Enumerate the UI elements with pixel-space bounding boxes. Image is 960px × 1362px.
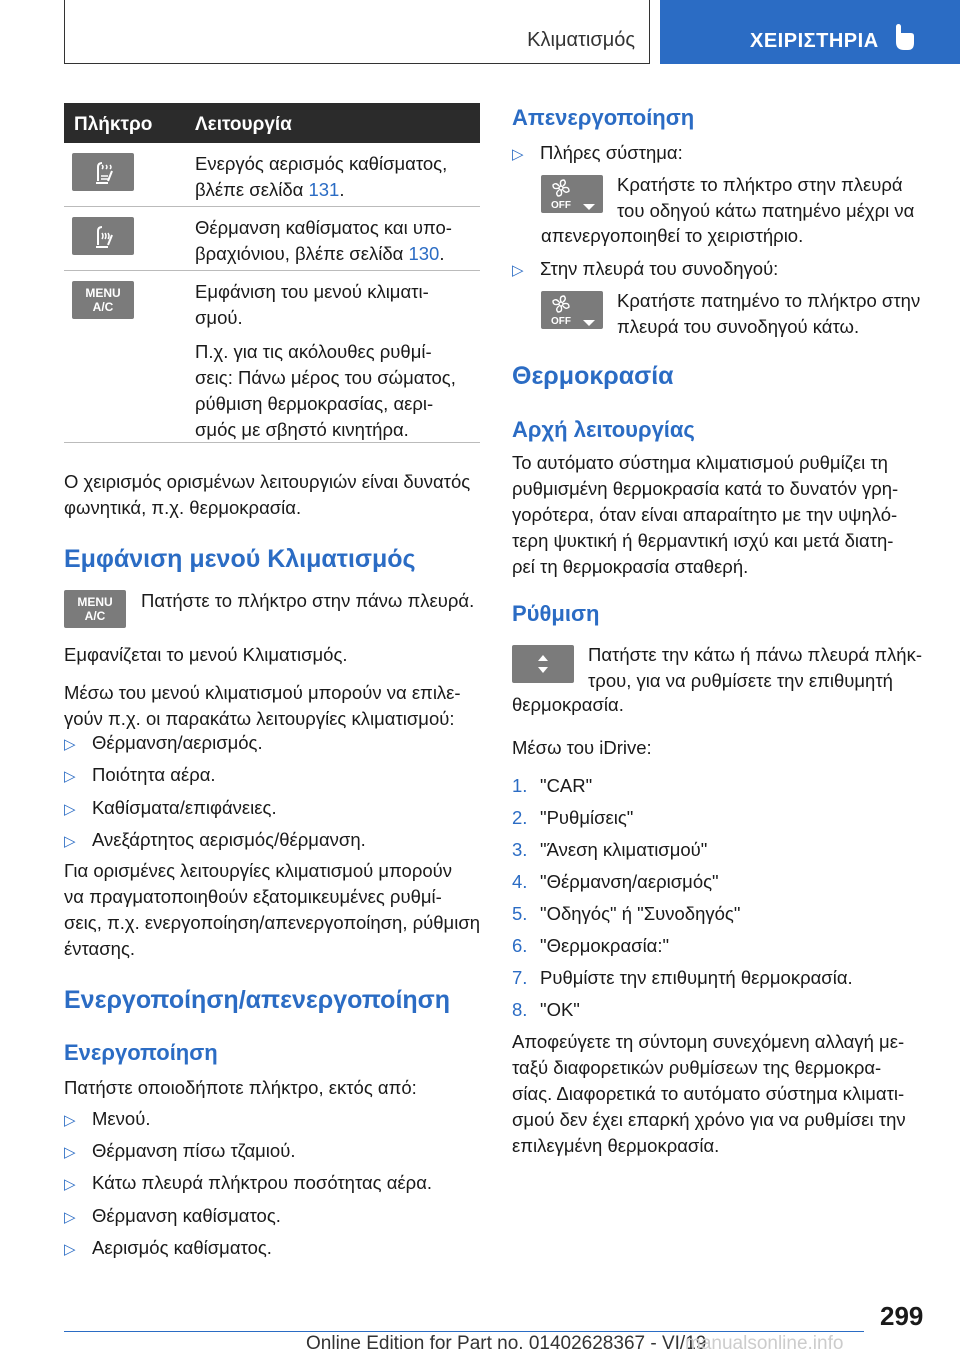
paragraph-line: του οδηγού κάτω πατημένο μέχρι να: [617, 200, 915, 221]
list-item-text: Θέρμανση πίσω τζαμιού.: [92, 1140, 296, 1161]
key-label: MENU: [77, 595, 113, 609]
step-number: 4.: [512, 871, 528, 892]
list-item: [512, 965, 853, 991]
table-row-text: Εμφάνιση του μενού κλιματι-: [195, 281, 429, 302]
seat-heating-icon: [88, 221, 118, 251]
paragraph-line: Πατήστε την κάτω ή πάνω πλευρά πλήκ-: [588, 644, 923, 665]
table-header: [64, 103, 480, 143]
step-text: "Θέρμανση/αερισμός": [540, 871, 719, 892]
table-row-text: Π.χ. για τις ακόλουθες ρυθμί-: [195, 341, 432, 362]
paragraph-line: Ο χειρισμός ορισμένων λειτουργιών είναι δυνατός: [64, 471, 471, 492]
list-item: [512, 837, 707, 863]
table-row-text: Θέρμανση καθίσματος και υπο-: [195, 217, 452, 238]
step-text: "CAR": [540, 775, 593, 796]
table-row-text: ρύθμιση θερμοκρασίας, αερι-: [195, 393, 434, 414]
list-item: [512, 773, 592, 799]
table-row: [64, 207, 480, 271]
step-number: 2.: [512, 807, 528, 828]
table-row-text: σμού.: [195, 307, 243, 328]
on-text: Πατήστε οποιοδήποτε πλήκτρο, εκτός από:: [64, 1077, 417, 1098]
fan-off-icon: [541, 291, 603, 329]
list-item: [64, 1203, 281, 1231]
setting-text-cont: θερμοκρασία.: [512, 694, 624, 715]
triangle-bullet-icon: ▷: [64, 1144, 76, 1161]
list-item: [64, 1106, 150, 1134]
step-number: 5.: [512, 903, 528, 924]
seat-ventilation-key: [72, 153, 134, 191]
page-ref-link[interactable]: 130: [408, 243, 440, 264]
paragraph-line: πλευρά του συνοδηγού κάτω.: [617, 316, 860, 337]
note-paragraph: [512, 1029, 906, 1159]
full-system-text: [617, 172, 914, 224]
list-item: [512, 869, 719, 895]
paragraph-line: σμού δεν έχει επαρκή χρόνο για να ρυθμίσει την: [512, 1109, 906, 1130]
list-item-text: Πλήρες σύστημα:: [540, 142, 683, 163]
header-chapter-label: ΧΕΙΡΙΣΤΗΡΙΑ: [750, 30, 879, 52]
key-label: MENU: [85, 286, 121, 300]
punctuation: .: [339, 179, 345, 200]
up-down-arrows-icon: [512, 645, 574, 683]
paragraph-line: τερη ψυκτική ή θερμαντική ισχύ και μετά διατη-: [512, 530, 894, 551]
list-item-text: Θέρμανση καθίσματος.: [92, 1205, 281, 1226]
fan-off-key: [541, 291, 603, 329]
table-col-key: Πλήκτρο: [74, 114, 153, 135]
list-item-text: Καθίσματα/επιφάνειες.: [92, 797, 277, 818]
list-item-text: Ποιότητα αέρα.: [92, 764, 216, 785]
triangle-bullet-icon: ▷: [512, 146, 524, 163]
fan-off-key: [541, 175, 603, 213]
table-row-text: σμός με σβηστό κινητήρα.: [195, 419, 409, 440]
passenger-off-text: [617, 288, 920, 340]
step-number: 8.: [512, 999, 528, 1020]
list-item-text: Στην πλευρά του συνοδηγού:: [540, 258, 779, 279]
paragraph-line: γορότερα, όταν είναι απαραίτητο με την υψηλό-: [512, 504, 898, 525]
list-item-text: Κάτω πλευρά πλήκτρου ποσότητας αέρα.: [92, 1172, 433, 1193]
temperature-heading: Θερμοκρασία: [512, 362, 674, 390]
table-col-function: Λειτουργία: [195, 114, 292, 135]
list-item: [512, 805, 633, 831]
list-item: [64, 762, 216, 790]
table-row: [64, 271, 480, 443]
voice-control-paragraph: [64, 469, 470, 521]
paragraph-line: Κρατήστε πατημένο το πλήκτρο στην: [617, 290, 921, 311]
list-item-text: Θέρμανση/αερισμός.: [92, 732, 263, 753]
list-item-text: Αερισμός καθίσματος.: [92, 1237, 272, 1258]
seat-heating-key: [72, 217, 134, 255]
table-row-text: Ενεργός αερισμός καθίσματος,: [195, 153, 448, 174]
paragraph-line: επιλεγμένη θερμοκρασία.: [512, 1135, 720, 1156]
list-item: [512, 140, 683, 168]
fan-off-icon: [541, 175, 603, 213]
paragraph-line: Το αυτόματο σύστημα κλιματισμού ρυθμίζει τη: [512, 452, 888, 473]
triangle-bullet-icon: ▷: [512, 262, 524, 279]
table-row-text: βραχιόνιου, βλέπε σελίδα: [195, 243, 409, 264]
list-item: [64, 730, 263, 758]
step-number: 7.: [512, 967, 528, 988]
list-item-text: Μενού.: [92, 1108, 151, 1129]
paragraph-line: φωνητικά, π.χ. θερμοκρασία.: [64, 497, 302, 518]
paragraph-line: Μέσω του μενού κλιματισμού μπορούν να επιλε-: [64, 682, 461, 703]
paragraph-line: σίας. Διαφορετικά το αυτόματο σύστημα κλιματι-: [512, 1083, 905, 1104]
triangle-bullet-icon: ▷: [64, 1176, 76, 1193]
on-heading: Ενεργοποίηση: [64, 1040, 218, 1065]
paragraph-line: ταξύ διαφορετικών ρυθμίσεων της θερμοκρα-: [512, 1057, 882, 1078]
step-text: "OK": [540, 999, 580, 1020]
paragraph-line: Αποφεύγετε τη σύντομη συνεχόμενη αλλαγή με-: [512, 1031, 905, 1052]
paragraph-line: γούν π.χ. οι παρακάτω λειτουργίες κλιματισμού:: [64, 708, 455, 729]
setting-heading: Ρύθμιση: [512, 601, 600, 626]
list-item: [512, 933, 669, 959]
menu-via-paragraph: [64, 680, 461, 732]
idrive-label: Μέσω του iDrive:: [512, 737, 652, 758]
triangle-bullet-icon: ▷: [64, 768, 76, 785]
triangle-bullet-icon: ▷: [64, 1209, 76, 1226]
custom-settings-paragraph: [64, 858, 480, 962]
temperature-updown-key: [512, 645, 574, 683]
paragraph-line: τρου, για να ρυθμίσετε την επιθυμητή: [588, 670, 893, 691]
list-item: [512, 256, 778, 284]
paragraph-line: να πραγματοποιηθούν εξατομικευμένες ρυθμί-: [64, 886, 442, 907]
paragraph-line: σεις, π.χ. ενεργοποίηση/απενεργοποίηση, ρύθμιση: [64, 912, 481, 933]
step-text: "Οδηγός" ή "Συνοδηγός": [540, 903, 741, 924]
header-chapter-tab[interactable]: [660, 0, 960, 64]
paragraph-line: Κρατήστε το πλήκτρο στην πλευρά: [617, 174, 903, 195]
list-item: [64, 827, 366, 855]
menu-shown-text: Εμφανίζεται το μενού Κλιματισμός.: [64, 644, 348, 665]
step-text: "Θερμοκρασία:": [540, 935, 670, 956]
menu-press-text: Πατήστε το πλήκτρο στην πάνω πλευρά.: [141, 590, 475, 611]
triangle-bullet-icon: ▷: [64, 801, 76, 818]
triangle-bullet-icon: ▷: [64, 833, 76, 850]
footer-edition: Online Edition for Part no. 01402628367 - VI/19: [306, 1333, 707, 1354]
off-key-label: OFF: [551, 200, 571, 211]
list-item-text: Ανεξάρτητος αερισμός/θέρμανση.: [92, 829, 366, 850]
controls-table: [64, 103, 480, 443]
list-item: [512, 997, 580, 1023]
off-key-label: OFF: [551, 316, 571, 327]
menu-heading: Εμφάνιση μενού Κλιματισμός: [64, 545, 416, 573]
step-number: 3.: [512, 839, 528, 860]
list-item: [64, 795, 277, 823]
off-heading: Απενεργοποίηση: [512, 105, 695, 130]
punctuation: .: [439, 243, 445, 264]
table-row-text: βλέπε σελίδα: [195, 179, 309, 200]
setting-text: [588, 642, 922, 694]
header-section-title: Κλιματισμός: [527, 29, 635, 51]
paragraph-line: ρεί τη θερμοκρασία σταθερή.: [512, 556, 749, 577]
step-number: 1.: [512, 775, 528, 796]
list-item: [64, 1138, 295, 1166]
triangle-bullet-icon: ▷: [64, 1241, 76, 1258]
paragraph-line: ρυθμισμένη θερμοκρασία κατά το δυνατόν γρη-: [512, 478, 899, 499]
menu-ac-key: [72, 281, 134, 319]
paragraph-line: Για ορισμένες λειτουργίες κλιματισμού μπορούν: [64, 860, 453, 881]
step-number: 6.: [512, 935, 528, 956]
triangle-bullet-icon: ▷: [64, 736, 76, 753]
full-system-text-cont: απενεργοποιηθεί το χειριστήριο.: [541, 225, 804, 246]
paragraph-line: έντασης.: [64, 938, 136, 959]
table-row: [64, 143, 480, 207]
header-section-box: [64, 0, 650, 64]
page-ref-link[interactable]: 131: [308, 179, 340, 200]
list-item: [64, 1235, 272, 1263]
footer-watermark: manualsonline.info: [685, 1333, 844, 1354]
key-label: A/C: [92, 300, 114, 314]
triangle-bullet-icon: ▷: [64, 1112, 76, 1129]
step-text: "Ρυθμίσεις": [540, 807, 634, 828]
step-text: Ρυθμίστε την επιθυμητή θερμοκρασία.: [540, 967, 853, 988]
list-item: [512, 901, 740, 927]
key-label: A/C: [84, 609, 106, 623]
footer-divider: [64, 1331, 864, 1332]
pointing-hand-icon: [892, 22, 916, 52]
table-row-text: σεις: Πάνω μέρος του σώματος,: [195, 367, 456, 388]
menu-ac-key: [64, 590, 126, 628]
onoff-heading: Ενεργοποίηση/απενεργοποίηση: [64, 986, 451, 1014]
principle-heading: Αρχή λειτουργίας: [512, 417, 695, 442]
principle-paragraph: [512, 450, 898, 580]
list-item: [64, 1170, 432, 1198]
seat-ventilation-icon: [88, 157, 118, 187]
step-text: "Άνεση κλιματισμού": [540, 839, 708, 860]
page-number: 299: [880, 1301, 924, 1331]
